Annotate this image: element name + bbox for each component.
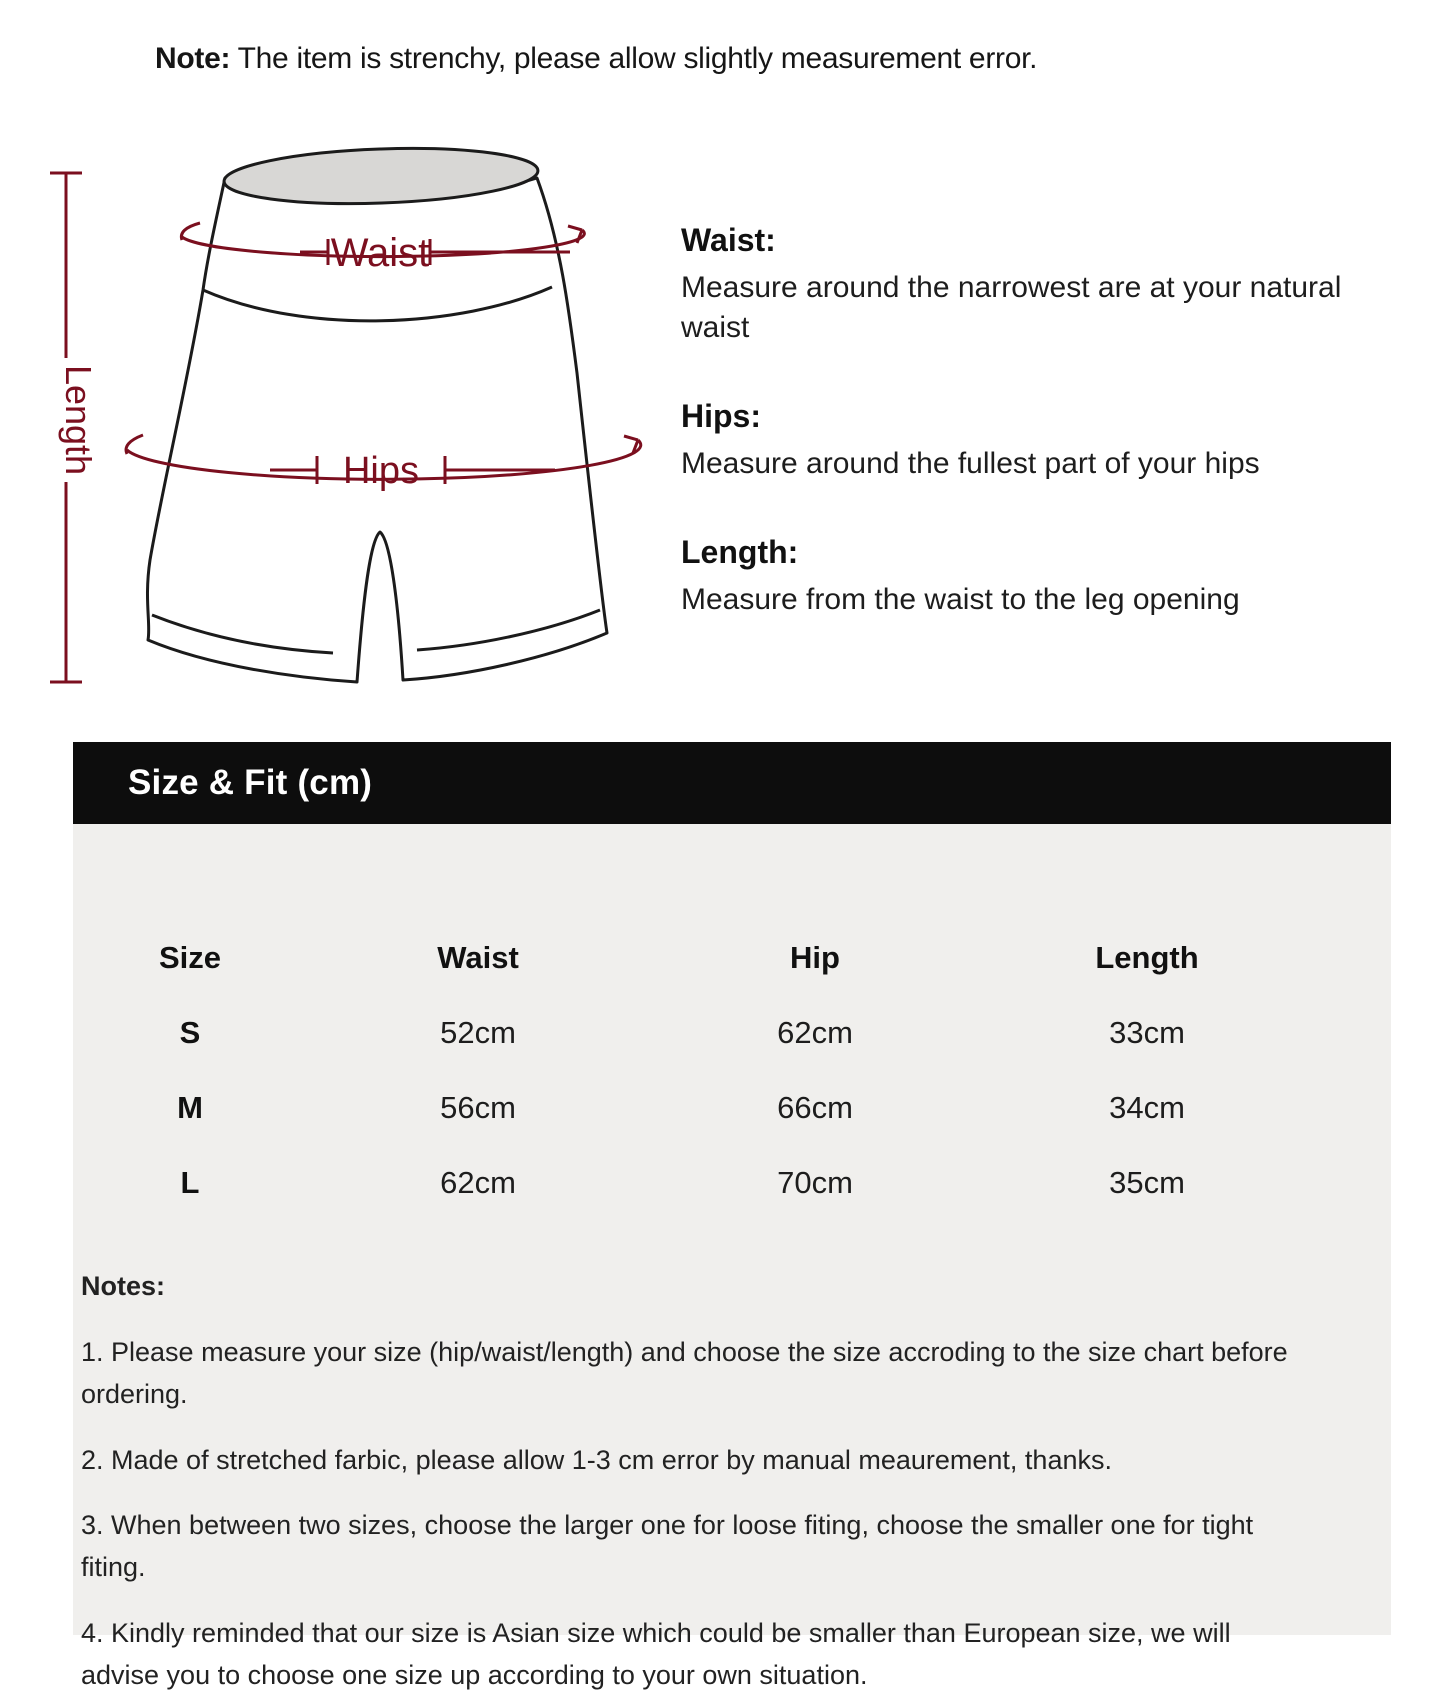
row-l-length: 35cm — [1109, 1164, 1185, 1200]
shorts-outline — [147, 144, 607, 682]
row-l-hip: 70cm — [777, 1164, 853, 1200]
stretch-note — [155, 42, 1037, 76]
hips-diagram-label: Hips — [342, 450, 420, 492]
row-m-hip: 66cm — [777, 1089, 853, 1125]
length-diagram-label: Length — [58, 364, 99, 476]
guide-waist — [681, 222, 1371, 348]
row-m-length: 34cm — [1109, 1089, 1185, 1125]
col-header-length: Length — [1095, 939, 1199, 975]
guide-waist-desc: Measure around the narrowest are at your natural waist — [681, 271, 1342, 344]
guide-length-desc: Measure from the waist to the leg opening — [681, 582, 1240, 616]
shorts-measurement-diagram — [30, 130, 680, 700]
note-item-2: 2. Made of stretched farbic, please allow 1-3 cm error by manual meaurement, thanks. — [81, 1444, 1112, 1475]
row-s-length: 33cm — [1109, 1014, 1185, 1050]
guide-hips-title: Hips: — [681, 397, 761, 434]
notes-section — [73, 1220, 1391, 1697]
row-s-hip: 62cm — [777, 1014, 853, 1050]
size-fit-panel — [73, 742, 1391, 1690]
size-fit-title: Size & Fit (cm) — [128, 763, 373, 802]
guide-hips-desc: Measure around the fullest part of your hips — [681, 446, 1260, 480]
waist-diagram-label: Waist — [330, 231, 430, 275]
note-item-1: 1. Please measure your size (hip/waist/length) and choose the size accroding to the size chart before ordering. — [81, 1336, 1288, 1409]
col-header-waist: Waist — [437, 939, 519, 975]
note-item-4: 4. Kindly reminded that our size is Asian size which could be smaller than European size, we will advise you to choose one size up according to your own situation. — [81, 1618, 1231, 1690]
row-l-size: L — [180, 1164, 200, 1200]
guide-waist-title: Waist: — [681, 222, 776, 258]
size-chart-table — [73, 824, 1391, 1220]
col-header-size: Size — [158, 939, 222, 975]
guide-hips — [681, 398, 1371, 484]
notes-title: Notes: — [81, 1271, 166, 1301]
row-s-size: S — [179, 1014, 201, 1050]
note-label: Note: — [155, 42, 231, 75]
row-m-size: M — [177, 1089, 203, 1125]
measurement-guide — [681, 222, 1371, 670]
size-fit-header-bar — [73, 742, 1391, 824]
guide-length-title: Length: — [681, 533, 799, 570]
row-s-waist: 52cm — [440, 1014, 516, 1050]
guide-length — [681, 534, 1371, 620]
row-l-waist: 62cm — [440, 1164, 516, 1200]
note-text: The item is strenchy, please allow slightly measurement error. — [230, 42, 1038, 75]
col-header-hip: Hip — [790, 939, 840, 975]
note-item-3: 3. When between two sizes, choose the larger one for loose fiting, choose the smaller one for tight fiting. — [81, 1510, 1254, 1583]
row-m-waist: 56cm — [440, 1089, 516, 1125]
